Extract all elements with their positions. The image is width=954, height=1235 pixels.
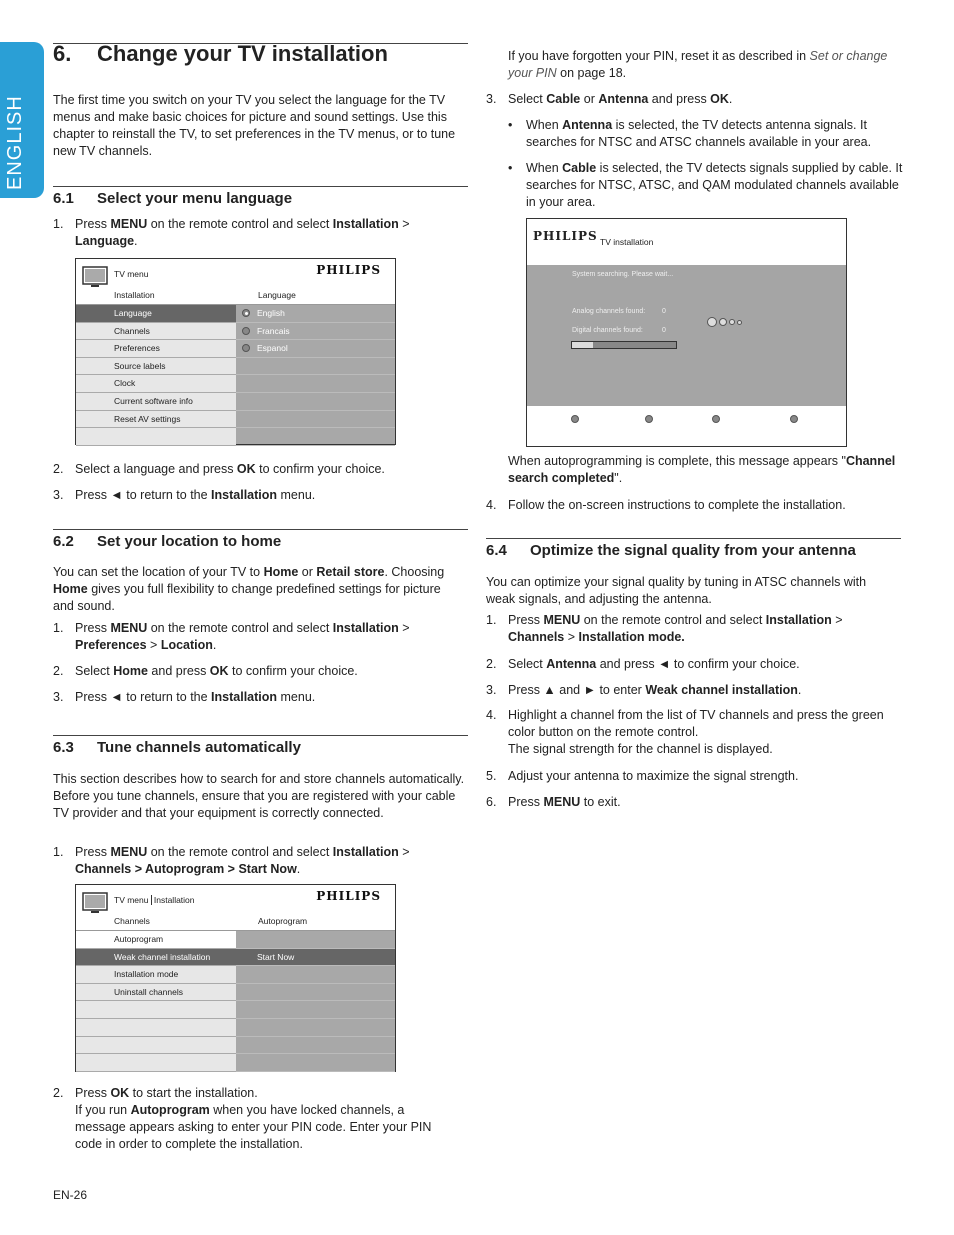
digital-label: Digital channels found: <box>572 327 643 334</box>
language-tab-label: ENGLISH <box>4 95 26 190</box>
step-6-4-1: 1. Press MENU on the remote control and select Installation > Channels > Installation mode. <box>486 613 843 644</box>
green-key-icon <box>645 415 653 423</box>
step-6-3-3: 3. Select Cable or Antenna and press OK. <box>486 92 733 106</box>
menu-item[interactable]: Clock <box>76 375 236 393</box>
section-rule <box>53 735 468 736</box>
tv-icon <box>82 891 108 915</box>
page-number: EN-26 <box>53 1188 88 1202</box>
step-6-3-4: 4. Follow the on-screen instructions to complete the installation. <box>486 498 846 512</box>
menu-item[interactable]: Source labels <box>76 358 236 376</box>
step-6-4-3: 3. Press ▲ and ► to enter Weak channel installation. <box>486 683 802 697</box>
menu-item <box>76 428 236 446</box>
step-6-4-5: 5. Adjust your antenna to maximize the signal strength. <box>486 769 799 783</box>
section-6-2-title: 6.2 Set your location to home <box>53 533 282 550</box>
section-rule <box>53 529 468 530</box>
yellow-key-icon <box>712 415 720 423</box>
section-rule <box>486 538 901 539</box>
menu-option <box>236 984 395 1002</box>
radio-icon <box>242 344 250 352</box>
menu-title: TV menu Installation <box>114 895 195 905</box>
menu-option <box>236 1054 395 1072</box>
tv-menu-autoprogram <box>75 884 396 1072</box>
menu-item <box>76 1054 236 1072</box>
menu-option <box>236 358 395 376</box>
section-6-2-body: You can set the location of your TV to Home or Retail store. Choosing Home gives you full flexibility to change predefined settings for picture and sound. <box>53 565 445 613</box>
section-6-1-title: 6.1 Select your menu language <box>53 190 293 207</box>
menu-option[interactable]: Start Now <box>236 949 395 967</box>
menu-option <box>236 1001 395 1019</box>
menu-item[interactable]: Reset AV settings <box>76 411 236 429</box>
menu-option <box>236 966 395 984</box>
menu-item <box>76 1001 236 1019</box>
menu-item[interactable]: Preferences <box>76 340 236 358</box>
menu-option[interactable]: English <box>236 305 395 323</box>
menu-item <box>76 1037 236 1055</box>
intro-text: The first time you switch on your TV you select the language for the TV menus and make basic choices for picture and sound settings. Use this chapter to reinstall the TV, to set preferences in the TV menus, or to tune new TV channels. <box>53 93 456 158</box>
section-6-4-title: 6.4 Optimize the signal quality from your antenna <box>486 542 856 559</box>
chapter-title: 6. Change your TV installation <box>53 41 388 66</box>
step-6-4-6: 6. Press MENU to exit. <box>486 795 621 809</box>
menu-option[interactable]: Francais <box>236 323 395 341</box>
step-6-1-3: 3. Press ◄ to return to the Installation menu. <box>53 488 316 502</box>
menu-option[interactable]: Espanol <box>236 340 395 358</box>
menu-item[interactable]: Channels <box>76 323 236 341</box>
section-6-3-body: This section describes how to search for and store channels automatically. Before you tune channels, ensure that you are registered with your cable TV provider and that your equipment is correctly connected. <box>53 772 465 820</box>
menu-item[interactable]: Weak channel installation <box>76 949 236 967</box>
tv-menu-language <box>75 258 396 445</box>
menu-option <box>236 1037 395 1055</box>
digital-value: 0 <box>662 327 666 334</box>
blue-key-icon <box>790 415 798 423</box>
searching-text: System searching. Please wait... <box>572 271 674 278</box>
bullet-cable: • When Cable is selected, the TV detects signals supplied by cable. It searches for NTSC, ATSC, and QAM modulated channels available in your area. <box>508 161 903 209</box>
step-6-4-2: 2. Select Antenna and press ◄ to confirm your choice. <box>486 657 800 671</box>
analog-value: 0 <box>662 308 666 315</box>
menu-item[interactable]: Installation mode <box>76 966 236 984</box>
analog-label: Analog channels found: <box>572 308 646 315</box>
menu-item[interactable]: Uninstall channels <box>76 984 236 1002</box>
menu-option <box>236 393 395 411</box>
step-6-2-2: 2. Select Home and press OK to confirm your choice. <box>53 664 358 678</box>
step-6-3-1: 1. Press MENU on the remote control and select Installation > Channels > Autoprogram > Start Now. <box>53 845 410 876</box>
menu-title: TV menu <box>114 269 149 279</box>
menu-sub-left: Channels <box>114 916 150 926</box>
step-6-2-1: 1. Press MENU on the remote control and select Installation > Preferences > Location. <box>53 621 410 652</box>
step-6-1-2: 2. Select a language and press OK to confirm your choice. <box>53 462 385 476</box>
philips-logo: PHILIPS <box>533 229 598 243</box>
step-6-2-3: 3. Press ◄ to return to the Installation menu. <box>53 690 316 704</box>
tv-icon <box>82 265 108 289</box>
step-6-1-1: 1. Press MENU on the remote control and select Installation > Language. <box>53 217 410 248</box>
radio-icon <box>242 327 250 335</box>
progress-bar <box>571 341 677 349</box>
pin-note: If you have forgotten your PIN, reset it as described in Set or change your PIN on page 18. <box>508 49 888 80</box>
menu-option <box>236 411 395 429</box>
menu-option <box>236 931 395 949</box>
bullet-antenna: • When Antenna is selected, the TV detects antenna signals. It searches for NTSC and ATSC channels available in your area. <box>508 118 872 149</box>
menu-sub-right: Language <box>258 290 296 300</box>
menu-option <box>236 428 395 446</box>
red-key-icon <box>571 415 579 423</box>
philips-logo: PHILIPS <box>316 889 381 903</box>
section-6-4-body: You can optimize your signal quality by tuning in ATSC channels with weak signals, and adjusting the antenna. <box>486 575 867 606</box>
autoprogram-complete-note: When autoprogramming is complete, this message appears "Channel search completed". <box>508 454 896 485</box>
philips-logo: PHILIPS <box>316 263 381 277</box>
step-6-4-4: 4. Highlight a channel from the list of TV channels and press the green color button on the remote control. The signal strength for the channel is displayed. <box>486 708 884 756</box>
tv-installation-screen <box>526 218 847 447</box>
menu-sub-right: Autoprogram <box>258 916 308 926</box>
section-6-3-title: 6.3 Tune channels automatically <box>53 739 301 756</box>
scan-title: TV installation <box>600 237 654 247</box>
busy-indicator-icon <box>707 317 744 328</box>
menu-item[interactable]: Language <box>76 305 236 323</box>
menu-item <box>76 1019 236 1037</box>
section-rule <box>53 186 468 187</box>
radio-icon <box>242 309 250 317</box>
menu-option <box>236 1019 395 1037</box>
menu-sub-left: Installation <box>114 290 155 300</box>
step-6-3-2: 2. Press OK to start the installation. If you run Autoprogram when you have locked channels, a message appears asking to enter your PIN code. Enter your PIN code in order to complete the installation. <box>53 1086 432 1151</box>
language-tab <box>0 42 44 198</box>
menu-option <box>236 375 395 393</box>
menu-item[interactable]: Current software info <box>76 393 236 411</box>
menu-item[interactable]: Autoprogram <box>76 931 236 949</box>
color-key-bar <box>527 406 846 446</box>
